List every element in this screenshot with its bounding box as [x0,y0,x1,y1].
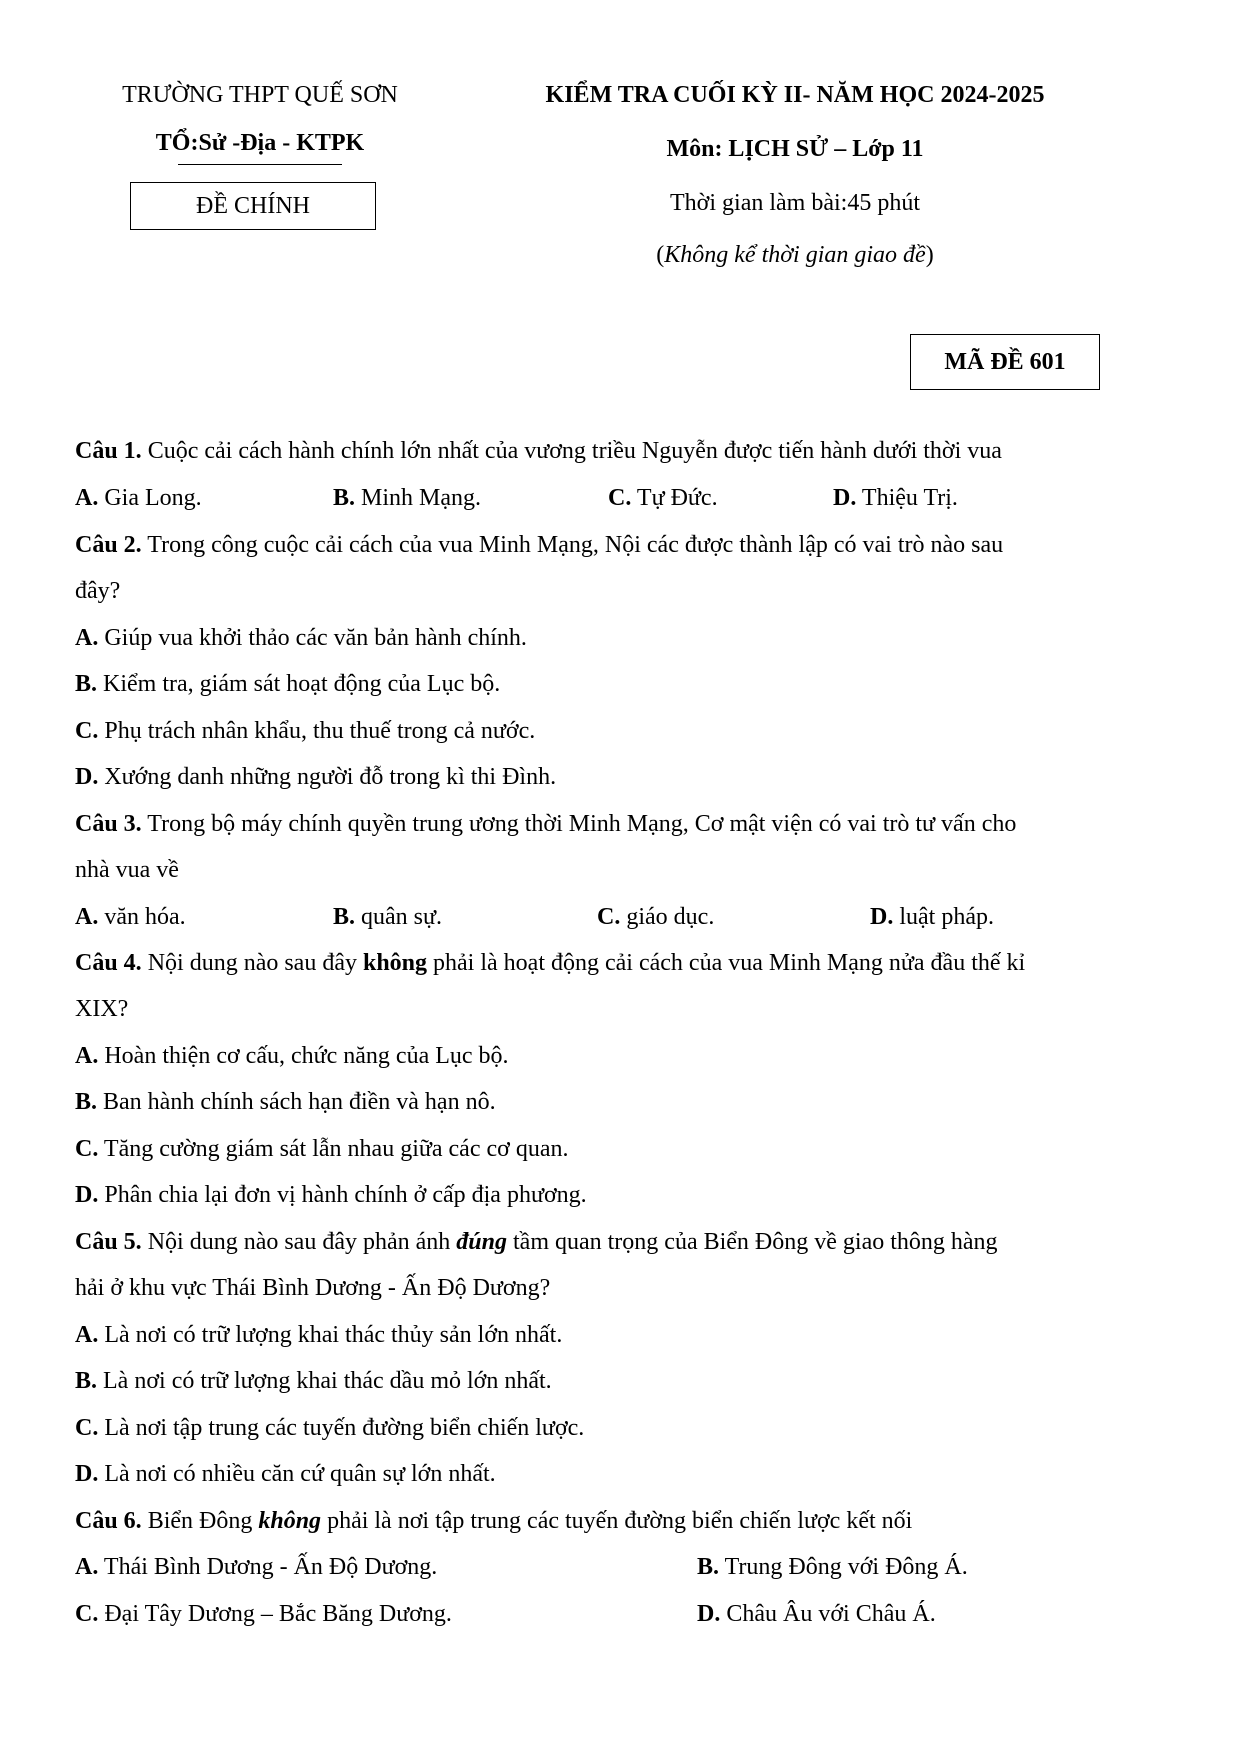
question-5: Câu 5. Nội dung nào sau đây phản ánh đúng tầm quan trọng của Biển Đông về giao thông hàng [75,1229,998,1255]
q6-option-c: C. Đại Tây Dương – Bắc Băng Dương. [75,1601,452,1627]
q2-option-b: B. Kiểm tra, giám sát hoạt động của Lục bộ. [75,671,501,697]
school-name: TRƯỜNG THPT QUẾ SƠN [122,82,398,108]
q2-option-a: A. Giúp vua khởi thảo các văn bản hành chính. [75,625,527,651]
official-label: ĐỀ CHÍNH [196,192,310,219]
q4-option-d: D. Phân chia lại đơn vị hành chính ở cấp địa phương. [75,1182,587,1208]
question-1: Câu 1. Cuộc cải cách hành chính lớn nhất của vương triều Nguyễn được tiến hành dưới thời vua [75,438,1002,464]
q3-option-c: C. giáo dục. [597,904,715,930]
question-5-cont: hải ở khu vực Thái Bình Dương - Ấn Độ Dương? [75,1275,551,1301]
q1-option-a: A. Gia Long. [75,485,202,511]
q1-option-d: D. Thiệu Trị. [833,485,958,511]
q5-option-d: D. Là nơi có nhiều căn cứ quân sự lớn nhất. [75,1461,496,1487]
q5-option-b: B. Là nơi có trữ lượng khai thác dầu mỏ lớn nhất. [75,1368,552,1394]
emphasis-word: đúng [456,1229,507,1255]
q4-option-b: B. Ban hành chính sách hạn điền và hạn nô. [75,1089,496,1115]
emphasis-word: không [362,950,428,976]
emphasis-word: không [258,1508,322,1534]
q5-option-c: C. Là nơi tập trung các tuyến đường biển chiến lược. [75,1415,585,1441]
question-4: Câu 4. Nội dung nào sau đây không phải là hoạt động cải cách của vua Minh Mạng nửa đầu thế kỉ [75,950,1026,976]
q4-option-a: A. Hoàn thiện cơ cấu, chức năng của Lục bộ. [75,1043,509,1069]
q2-option-d: D. Xướng danh những người đỗ trong kì thi Đình. [75,764,557,790]
exam-subject: Môn: LỊCH SỬ – Lớp 11 [666,136,924,162]
question-2-cont: đây? [75,578,121,604]
exam-title: KIỂM TRA CUỐI KỲ II- NĂM HỌC 2024-2025 [545,82,1045,108]
exam-time-note: (Không kể thời gian giao đề) [656,242,934,268]
question-6: Câu 6. Biển Đông không phải là nơi tập trung các tuyến đường biển chiến lược kết nối [75,1508,913,1534]
exam-code: MÃ ĐỀ 601 [944,348,1066,375]
q6-option-d: D. Châu Âu với Châu Á. [697,1601,936,1627]
q5-option-a: A. Là nơi có trữ lượng khai thác thủy sản lớn nhất. [75,1322,563,1348]
q1-option-c: C. Tự Đức. [608,485,718,511]
q3-option-a: A. văn hóa. [75,904,186,930]
q2-option-c: C. Phụ trách nhân khẩu, thu thuế trong cả nước. [75,718,536,744]
official-exam-box [130,182,376,230]
q4-option-c: C. Tăng cường giám sát lẫn nhau giữa các cơ quan. [75,1136,569,1162]
q6-option-b: B. Trung Đông với Đông Á. [697,1554,968,1580]
q3-option-b: B. quân sự. [333,904,443,930]
q3-option-d: D. luật pháp. [870,904,994,930]
question-2: Câu 2. Trong công cuộc cải cách của vua Minh Mạng, Nội các được thành lập có vai trò nào sau [75,532,1004,558]
question-3-cont: nhà vua về [75,857,179,883]
exam-time: Thời gian làm bài:45 phút [670,190,920,216]
q1-option-b: B. Minh Mạng. [333,485,482,511]
q6-option-a: A. Thái Bình Dương - Ấn Độ Dương. [75,1554,438,1580]
department-name: TỔ:Sử -Địa - KTPK [155,130,365,156]
question-4-cont: XIX? [75,996,129,1022]
exam-code-box [910,334,1100,390]
department-underline [178,164,342,165]
question-3: Câu 3. Trong bộ máy chính quyền trung ương thời Minh Mạng, Cơ mật viện có vai trò tư vấn cho [75,811,1017,837]
